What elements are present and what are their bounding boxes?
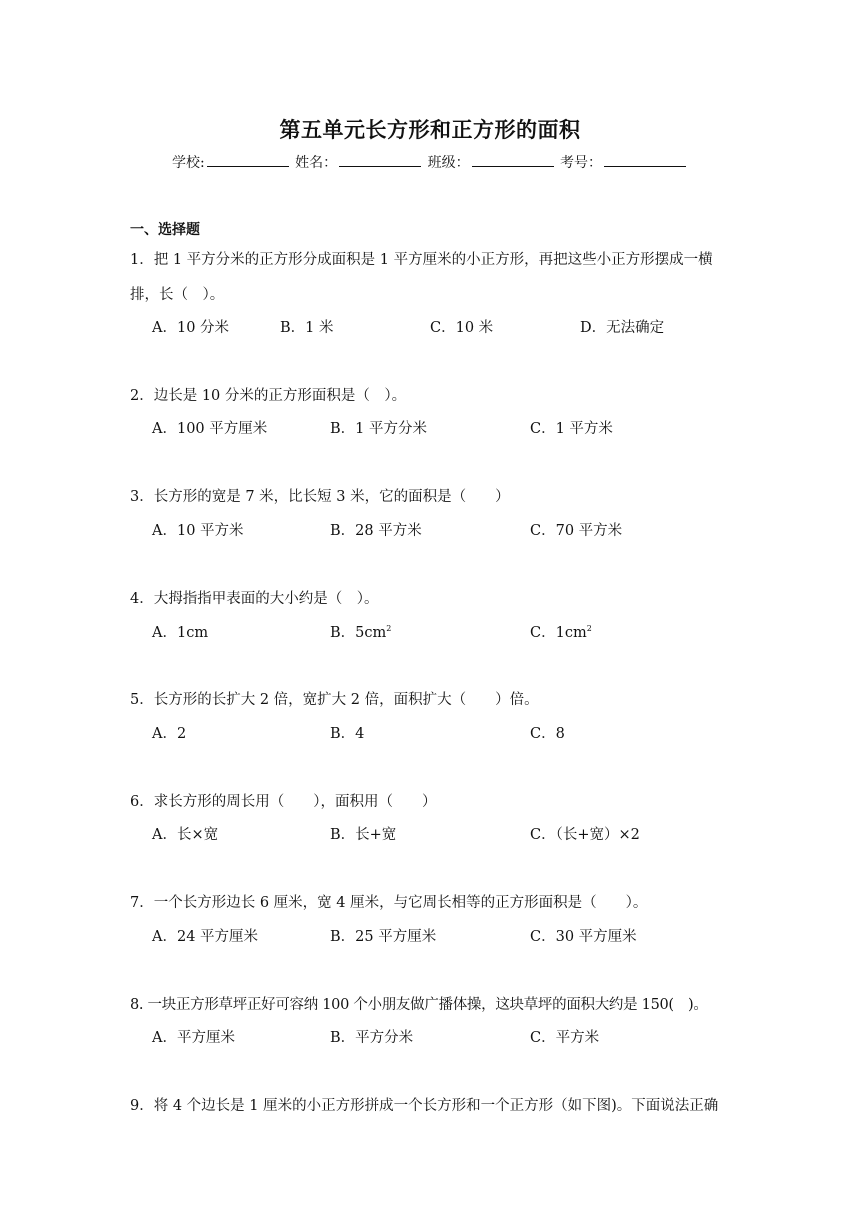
question-text: 4．大拇指指甲表面的大小约是（ ）。 bbox=[130, 591, 379, 607]
exam-no-label: 考号： bbox=[560, 155, 603, 171]
option-text: A．1cm bbox=[152, 625, 209, 641]
question-6 bbox=[130, 790, 436, 811]
option-c[interactable]: C．70 平方米 bbox=[530, 523, 623, 539]
option-d[interactable]: D．无法确定 bbox=[580, 320, 665, 336]
option-a[interactable]: A．24 平方厘米 bbox=[152, 929, 259, 945]
class-label: 班级： bbox=[427, 155, 470, 171]
option-c[interactable]: C．1 平方米 bbox=[530, 421, 613, 437]
question-text: 排，长（ ）。 bbox=[130, 287, 225, 303]
option-a[interactable]: A．长×宽 bbox=[152, 827, 219, 843]
option-a[interactable]: A．10 分米 bbox=[152, 320, 230, 336]
name-blank[interactable] bbox=[339, 152, 421, 167]
question-9 bbox=[130, 1094, 718, 1115]
option-a[interactable] bbox=[152, 621, 208, 642]
option-b[interactable]: B．4 bbox=[330, 726, 365, 742]
school-blank[interactable] bbox=[207, 152, 289, 167]
question-2 bbox=[130, 384, 406, 405]
student-info-line bbox=[0, 152, 860, 172]
option-a[interactable]: A．10 平方米 bbox=[152, 523, 244, 539]
school-label: 学校: bbox=[171, 155, 205, 171]
option-b[interactable]: B．1 平方分米 bbox=[330, 421, 427, 437]
option-c[interactable]: C．30 平方厘米 bbox=[530, 929, 637, 945]
page-title: 第五单元长方形和正方形的面积 bbox=[279, 117, 581, 142]
question-5 bbox=[130, 688, 539, 709]
question-text: 3．长方形的宽是 7 米，比长短 3 米，它的面积是（ ） bbox=[130, 489, 510, 505]
name-label: 姓名： bbox=[295, 155, 338, 171]
question-text: 2．边长是 10 分米的正方形面积是（ ）。 bbox=[130, 388, 407, 404]
exam-no-blank[interactable] bbox=[604, 152, 686, 167]
option-b[interactable]: B．28 平方米 bbox=[330, 523, 422, 539]
superscript-2: 2 bbox=[386, 624, 392, 634]
question-1 bbox=[130, 248, 713, 304]
question-3 bbox=[130, 485, 510, 506]
option-c[interactable]: C．10 米 bbox=[430, 320, 494, 336]
option-c[interactable]: C．平方米 bbox=[530, 1030, 600, 1046]
option-c[interactable] bbox=[530, 621, 592, 642]
question-7 bbox=[130, 891, 647, 912]
superscript-2: 2 bbox=[586, 624, 592, 634]
question-text: 8. 一块正方形草坪正好可容纳 100 个小朋友做广播体操，这块草坪的面积大约是 150( )。 bbox=[130, 997, 708, 1013]
option-a[interactable]: A．100 平方厘米 bbox=[152, 421, 268, 437]
question-4 bbox=[130, 587, 378, 608]
option-a[interactable]: A．2 bbox=[152, 726, 187, 742]
option-b[interactable]: B．1 米 bbox=[280, 320, 334, 336]
section-heading: 一、选择题 bbox=[130, 222, 200, 238]
option-c[interactable]: C．8 bbox=[530, 726, 565, 742]
question-text: 1．把 1 平方分米的正方形分成面积是 1 平方厘米的小正方形，再把这些小正方形摆成一横 bbox=[130, 252, 713, 268]
question-text: 7．一个长方形边长 6 厘米，宽 4 厘米，与它周长相等的正方形面积是（ ）。 bbox=[130, 895, 648, 911]
option-c[interactable]: C．（长+宽）×2 bbox=[530, 827, 640, 843]
option-text: C．1cm bbox=[530, 625, 587, 641]
option-b[interactable]: B．长+宽 bbox=[330, 827, 397, 843]
option-text: B．5cm bbox=[330, 625, 387, 641]
option-a[interactable]: A．平方厘米 bbox=[152, 1030, 235, 1046]
question-text: 6．求长方形的周长用（ ），面积用（ ） bbox=[130, 794, 437, 810]
class-blank[interactable] bbox=[472, 152, 554, 167]
option-b[interactable] bbox=[330, 621, 391, 642]
question-8 bbox=[130, 993, 708, 1014]
option-b[interactable]: B．25 平方厘米 bbox=[330, 929, 437, 945]
question-text: 9．将 4 个边长是 1 厘米的小正方形拼成一个长方形和一个正方形（如下图)。下面说法正确 bbox=[130, 1098, 719, 1114]
option-b[interactable]: B．平方分米 bbox=[330, 1030, 414, 1046]
question-text: 5．长方形的长扩大 2 倍，宽扩大 2 倍，面积扩大（ ）倍。 bbox=[130, 692, 539, 708]
